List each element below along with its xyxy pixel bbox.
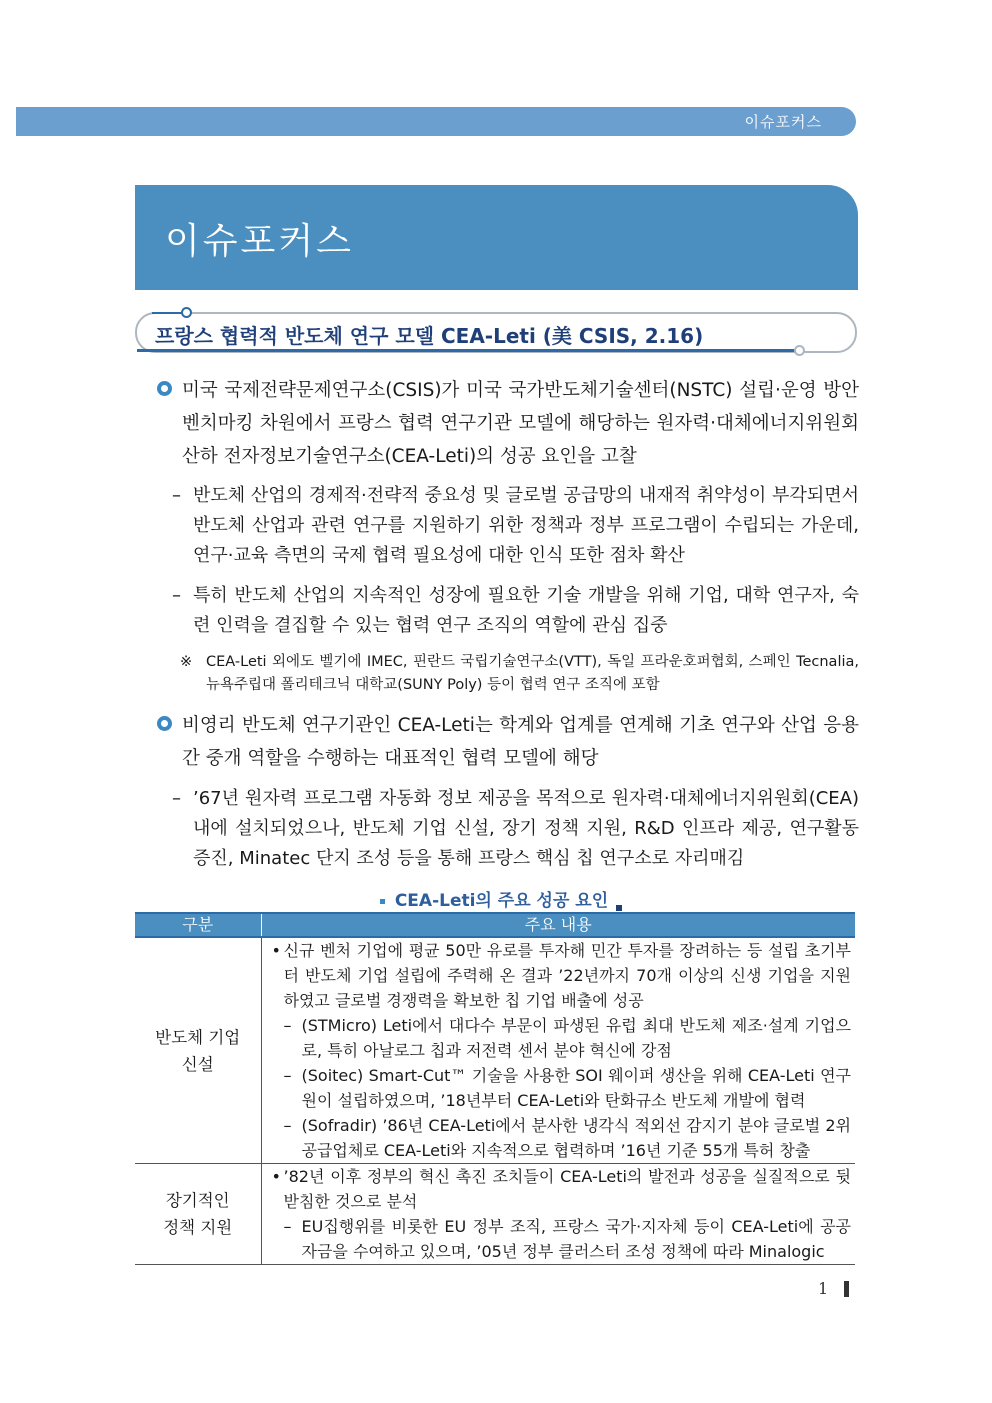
table-item-text: (Soitec) Smart-Cut™ 기술을 사용한 SOI 웨이퍼 생산을 위해 CEA-Leti 연구원이 설립하였으며, ’18년부터 CEA-Leti와 탄화규소 반도체 개발에 협력	[301, 1066, 851, 1110]
caption-end-square-icon	[616, 905, 622, 911]
table-header-row	[135, 913, 855, 937]
dash-mark: –	[172, 485, 181, 506]
table-item-text: EU집행위를 비롯한 EU 정부 조직, 프랑스 국가·지자체 등이 CEA-Leti에 공공 자금을 수여하고 있으며, ’05년 정부 클러스터 조성 정책에 따라 Minalogic	[301, 1217, 851, 1261]
page-number: 1	[818, 1279, 829, 1298]
header-label: 이슈포커스	[744, 113, 822, 131]
page-number-bar	[844, 1281, 849, 1297]
item-mark: •	[271, 1167, 281, 1186]
subtitle-knob-end-icon	[794, 345, 805, 356]
table-item	[268, 1113, 852, 1163]
table-cell-category	[135, 1164, 261, 1265]
section-1-dash-1-text: 반도체 산업의 경제적·전략적 중요성 및 글로벌 공급망의 내재적 취약성이 부각되면서 반도체 산업과 관련 연구를 지원하기 위한 정책과 정부 프로그램이 수립되는 가운데, 연구·교육 측면의 국제 협력 필요성에 대한 인식 또한 점차 확산	[193, 485, 859, 566]
title-band	[135, 185, 858, 290]
table-item-text: (Sofradir) ’86년 CEA-Leti에서 분사한 냉각식 적외선 감지기 분야 글로벌 2위 공급업체로 CEA-Leti와 지속적으로 협력하며 ’16년 기준 55개 특허 창출	[301, 1116, 851, 1160]
item-mark: –	[283, 1217, 292, 1236]
caption-square-icon	[380, 899, 385, 904]
section-2-dash-1	[172, 784, 859, 874]
table-caption-text: CEA-Leti의 주요 성공 요인	[394, 891, 609, 911]
section-1-text: 미국 국제전략문제연구소(CSIS)가 미국 국가반도체기술센터(NSTC) 설립·운영 방안 벤치마킹 차원에서 프랑스 협력 연구기관 모델에 해당하는 원자력·대체에너지위원회 산하 전자정보기술연구소(CEA-Leti)의 성공 요인을 고찰	[182, 380, 859, 467]
dash-mark: –	[172, 585, 181, 606]
category-line: 반도체 기업	[155, 1027, 241, 1047]
table-item	[268, 1164, 852, 1214]
section-1-note	[180, 651, 859, 697]
table-row	[135, 1164, 855, 1265]
subtitle-underline	[137, 349, 797, 352]
table-item-text: ’82년 이후 정부의 혁신 촉진 조치들이 CEA-Leti의 발전과 성공을 실질적으로 뒷받침한 것으로 분석	[283, 1167, 851, 1211]
table-item-text: (STMicro) Leti에서 대다수 부문이 파생된 유럽 최대 반도체 제조·설계 기업으로, 특히 아날로그 칩과 저전력 센서 분야 혁신에 강점	[301, 1016, 851, 1060]
table-cell-content	[261, 937, 855, 1164]
dash-mark: –	[172, 788, 181, 809]
category-line: 정책 지원	[163, 1218, 233, 1237]
table-item	[268, 1013, 852, 1063]
table-cell-content	[261, 1164, 855, 1265]
table-row	[135, 937, 855, 1164]
category-line: 장기적인	[165, 1191, 230, 1210]
circle-bullet-icon	[157, 716, 172, 731]
section-1-dash-2	[172, 581, 859, 641]
section-1-dash-1	[172, 481, 859, 571]
item-mark: •	[271, 941, 281, 960]
section-1-note-text: CEA-Leti 외에도 벨기에 IMEC, 핀란드 국립기술연구소(VTT), 독일 프라운호퍼협회, 스페인 Tecnalia, 뉴욕주립대 폴리테크닉 대학교(SUNY Poly) 등이 협력 연구 조직에 포함	[206, 654, 859, 693]
success-factors-table	[135, 912, 855, 1265]
item-mark: –	[283, 1066, 292, 1085]
section-2-text: 비영리 반도체 연구기관인 CEA-Leti는 학계와 업계를 연계해 기초 연구와 산업 응용 간 중개 역할을 수행하는 대표적인 협력 모델에 해당	[182, 715, 859, 769]
table-item	[268, 1063, 852, 1113]
table-header-content: 주요 내용	[261, 913, 855, 937]
circle-bullet-icon	[157, 381, 172, 396]
section-1-dash-2-text: 특히 반도체 산업의 지속적인 성장에 필요한 기술 개발을 위해 기업, 대학 연구자, 숙련 인력을 결집할 수 있는 협력 연구 조직의 역할에 관심 집중	[193, 585, 859, 636]
subtitle-knob-icon	[181, 307, 192, 318]
note-mark: ※	[180, 654, 193, 670]
section-1-bullet	[157, 374, 859, 473]
table-item	[268, 938, 852, 1013]
header-bar	[16, 107, 856, 136]
page-title: 이슈포커스	[165, 221, 354, 262]
item-mark: –	[283, 1116, 292, 1135]
table-item-text: 신규 벤처 기업에 평균 50만 유로를 투자해 민간 투자를 장려하는 등 설립 초기부터 반도체 기업 설립에 주력해 온 결과 ’22년까지 70개 이상의 신생 기업을 지원하였고 글로벌 경쟁력을 확보한 칩 기업 배출에 성공	[283, 941, 851, 1010]
section-2-bullet	[157, 709, 859, 775]
subtitle-accent-line	[152, 312, 182, 314]
section-2-dash-1-text: ’67년 원자력 프로그램 자동화 정보 제공을 목적으로 원자력·대체에너지위원회(CEA) 내에 설치되었으나, 반도체 기업 신설, 장기 정책 지원, R&D 인프라 제공, 연구활동 증진, Minatec 단지 조성 등을 통해 프랑스 핵심 칩 연구소로 자리매김	[193, 788, 859, 869]
table-caption	[0, 886, 992, 911]
item-mark: –	[283, 1016, 292, 1035]
category-line: 신설	[181, 1054, 214, 1074]
table-header-category: 구분	[135, 913, 261, 937]
table-item	[268, 1214, 852, 1264]
table-cell-category	[135, 937, 261, 1164]
article-subtitle: 프랑스 협력적 반도체 연구 모델 CEA-Leti (美 CSIS, 2.16)	[155, 324, 704, 348]
